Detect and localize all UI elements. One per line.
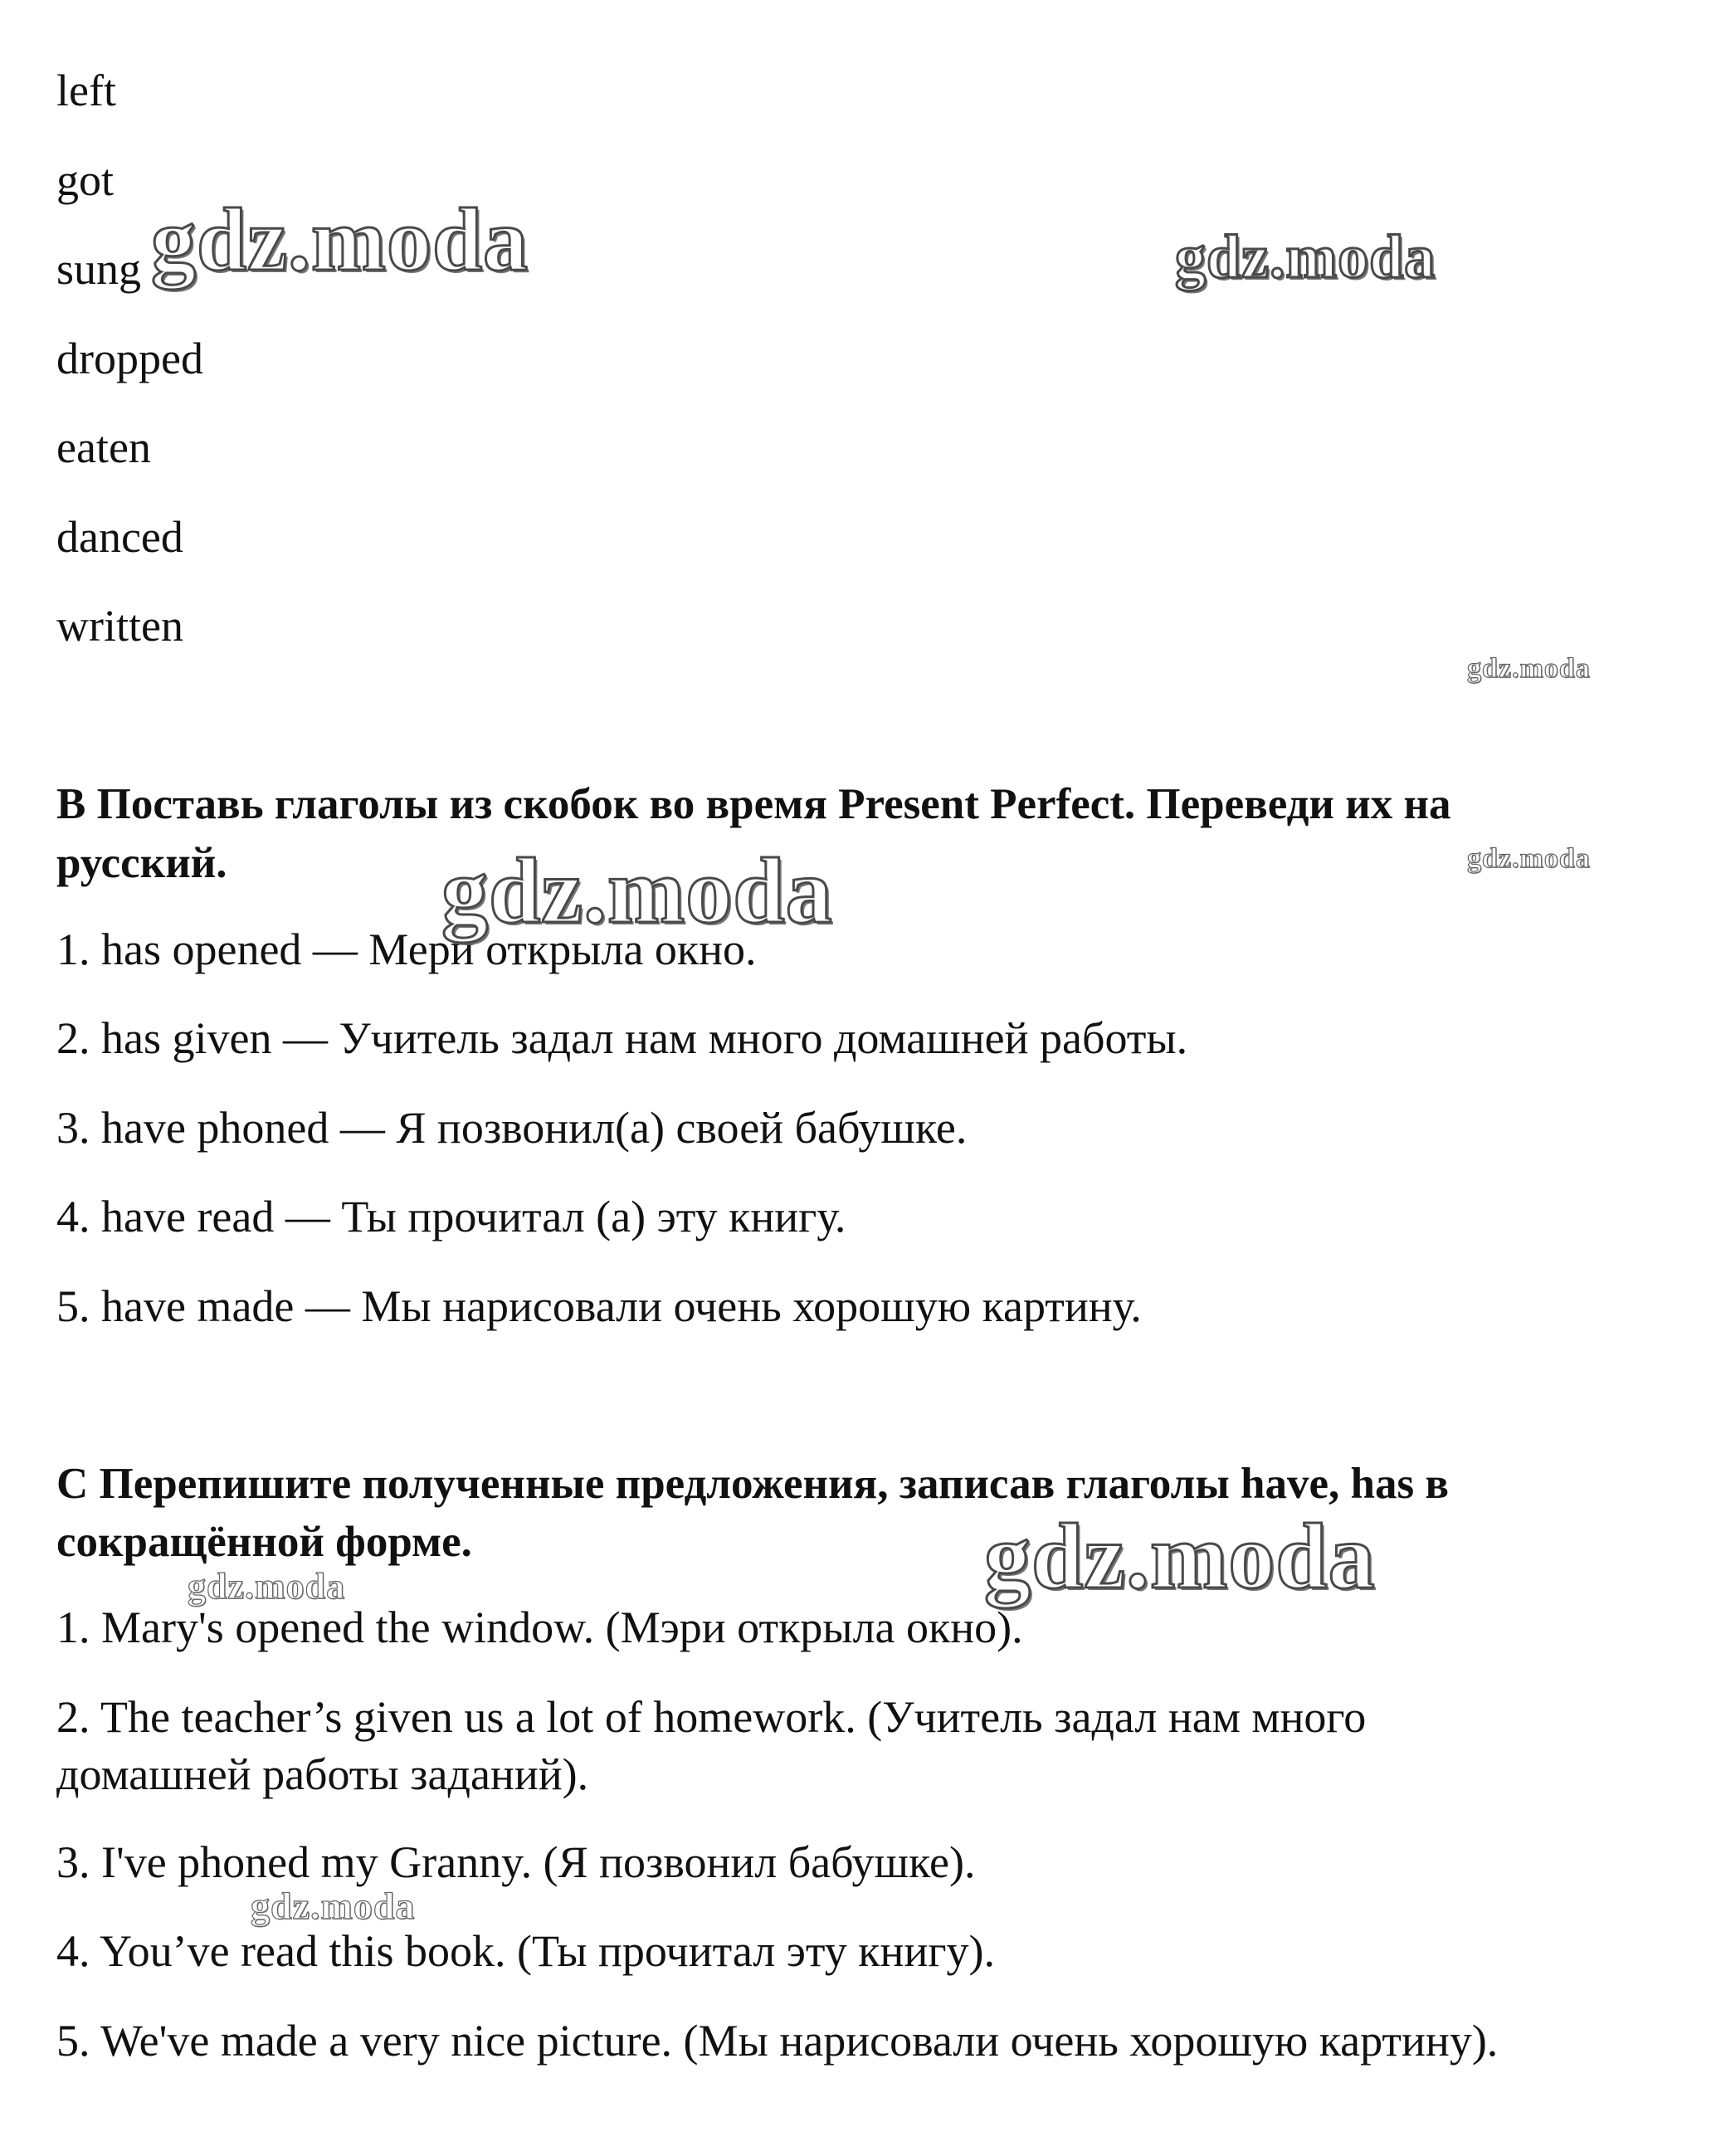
watermark-logo: gdz.moda [441,840,833,943]
section-c-item-cont: домашней работы заданий). [56,1749,589,1799]
word-list-item: sung [56,244,142,294]
section-c-item: 3. I've phoned my Granny. (Я позвонил бабушке). [56,1837,976,1887]
section-b-item: 1. has opened — Мери открыла окно. [56,924,757,974]
section-c-item: 5. We've made a very nice picture. (Мы нарисовали очень хорошую картину). [56,2016,1499,2066]
section-c-heading: C Перепишите полученные предложения, записав глаголы have, has в [56,1460,1449,1508]
watermark-logo: gdz.moda [1175,223,1436,291]
word-list-item: eaten [56,422,151,472]
word-list-item: written [56,601,183,651]
section-c-item: 1. Mary's opened the window. (Мэри открыла окно). [56,1602,1023,1652]
section-c-item: 2. The teacher’s given us a lot of homework. (Учитель задал нам много [56,1692,1367,1742]
watermark-logo: gdz.moda [1467,653,1591,684]
section-b-item: 2. has given — Учитель задал нам много домашней работы. [56,1013,1188,1063]
section-b-heading: B Поставь глаголы из скобок во время Present Perfect. Переведи их на [56,780,1451,828]
section-b-item: 5. have made — Мы нарисовали очень хорошую картину. [56,1281,1142,1331]
section-c-heading-cont: сокращённой форме. [56,1518,472,1566]
watermark-logo: gdz.moda [1467,843,1591,874]
word-list-item: dropped [56,334,203,383]
word-list-item: got [56,155,115,205]
section-c-item: 4. You’ve read this book. (Ты прочитал эту книгу). [56,1926,995,1976]
section-b-heading-cont: русский. [56,839,227,887]
section-b-item: 3. have phoned — Я позвонил(а) своей бабушке. [56,1103,968,1153]
watermark-logo: gdz.moda [151,191,529,290]
watermark-logo: gdz.moda [984,1505,1376,1608]
watermark-logo: gdz.moda [251,1885,416,1927]
word-list-item: left [56,66,116,115]
word-list-item: danced [56,512,183,562]
section-b-item: 4. have read — Ты прочитал (а) эту книгу. [56,1192,846,1241]
watermark-logo: gdz.moda [188,1566,346,1607]
